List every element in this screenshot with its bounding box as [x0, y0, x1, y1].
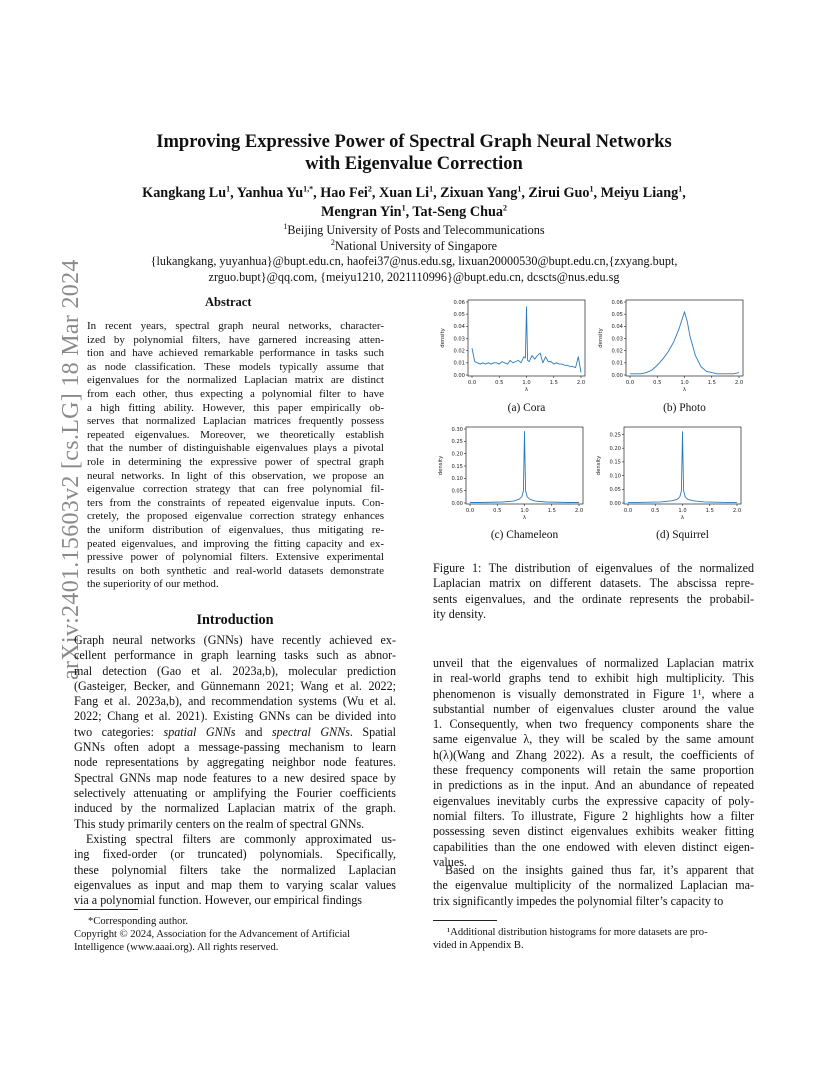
author-affiliation-mark: 1 — [429, 184, 434, 194]
chart-panel — [440, 300, 585, 414]
y-tick-label: 0.02 — [611, 348, 623, 355]
abstract-line: tion and have achieved remarkable performance in tasks such — [87, 347, 384, 360]
y-axis-label: density — [598, 328, 604, 348]
x-tick-label: 1.0 — [522, 380, 531, 386]
affiliation-1: $^1$Beijing University of Posts and Telecommunications — [283, 221, 545, 237]
text-line: in real-world graphs tend to exhibit high multiplicity. This — [433, 671, 754, 686]
figure-1-caption — [433, 561, 754, 622]
abstract-line: the uniform distribution of eigenvalues, thus mitigating re- — [87, 523, 384, 536]
y-axis-label: density — [440, 328, 446, 348]
author-name: , Hao Fei — [313, 185, 368, 201]
text-line: nomial filters. To illustrate, Figure 2 highlights how a filter — [433, 808, 754, 823]
x-tick-label: 1.0 — [520, 508, 529, 514]
abstract-line: cretely, the proposed eigenvalue correction strategy enhances — [87, 510, 384, 523]
abstract-line: neural networks. In light of this observation, we propose an — [87, 469, 384, 482]
author-name: , Meiyu Liang — [593, 185, 679, 201]
text-line: eigenvalues inevitably curbs the expressive capacity of poly- — [433, 793, 754, 808]
abstract-line: that the number of distinguishable eigenvalues plays a pivotal — [87, 442, 384, 455]
introduction-heading: Introduction — [196, 612, 274, 628]
y-tick-label: 0.00 — [451, 500, 463, 507]
author-affiliation-mark: 1 — [226, 184, 231, 194]
text-line: Existing spectral filters are commonly approximated us- — [86, 832, 396, 846]
abstract-line: serves that normalized Laplacian matrices frequently possess — [87, 415, 384, 428]
footnote-1: ¹Additional distribution histograms for more datasets are pro- vided in Appendix B. — [433, 927, 708, 951]
chart-panel — [596, 427, 741, 541]
text-line: these polynomial filters take the normalized Laplacian — [74, 862, 396, 877]
y-tick-label: 0.25 — [609, 432, 621, 439]
y-tick-label: 0.03 — [453, 336, 465, 343]
text-line: selectively attenuating or amplifying the Fourier coefficients — [74, 785, 396, 800]
author-name: , Yanhua Yu — [230, 185, 304, 201]
footnote-rule-col2 — [433, 920, 497, 921]
x-tick-label: 0.5 — [653, 380, 662, 386]
x-tick-label: 2.0 — [576, 380, 586, 386]
text-line: Based on the insights gained thus far, it’s apparent that — [445, 863, 754, 877]
x-tick-label: 0.5 — [495, 380, 504, 386]
x-tick-label: 2.0 — [734, 380, 744, 386]
author-name: , Xuan Li — [371, 185, 430, 201]
density-series-line — [630, 312, 739, 374]
abstract-line: a high fitting ability. However, this paper empirically ob- — [87, 401, 384, 414]
author-affiliation-mark: 1,* — [303, 184, 314, 194]
author-list — [80, 184, 748, 222]
x-tick-label: 0.0 — [625, 380, 635, 386]
text-line: unveil that the eigenvalues of normalized Laplacian matrix — [433, 656, 754, 670]
affiliation-2: $^2$National University of Singapore — [330, 237, 498, 253]
x-tick-label: 0.0 — [467, 380, 477, 386]
abstract-line: ized by polynomial filters, have garnered increasing atten- — [87, 333, 384, 346]
x-tick-label: 1.5 — [549, 380, 558, 386]
text-line: mal detection (Gao et al. 2023a,b), molecular prediction — [74, 663, 396, 678]
x-tick-label: 0.5 — [493, 508, 502, 514]
abstract-body — [87, 320, 384, 592]
author-name: Kangkang Lu — [142, 185, 227, 201]
abstract-line: from each other, thus expecting a polynomial filter to have — [87, 387, 384, 400]
density-series-line — [472, 307, 581, 373]
text-line: h(λ)(Wang and Zhang 2022). As a result, the coefficients of — [433, 747, 754, 762]
panel-caption: (d) Squirrel — [656, 529, 709, 541]
panel-caption: (c) Chameleon — [490, 529, 559, 541]
caption-line: sents eigenvalues, and the ordinate represents the probabil- — [433, 591, 754, 606]
author-affiliation-mark: 1 — [589, 184, 594, 194]
y-tick-label: 0.20 — [609, 445, 621, 452]
x-axis-label: λ — [680, 515, 685, 521]
abstract-line: the superiority of our method. — [87, 578, 219, 591]
y-tick-label: 0.05 — [609, 487, 621, 494]
author-affiliation-mark: 2 — [367, 184, 372, 194]
abstract-line: repeated eigenvalues. Moreover, we theoretically establish — [87, 428, 384, 441]
panel-caption: (b) Photo — [663, 402, 706, 414]
text-line: the eigenvalue multiplicity of the normalized Laplacian ma- — [433, 878, 754, 893]
text-line: phenomenon is visually demonstrated in Figure 1¹, where a — [433, 686, 754, 701]
text-line: ing fixed-order (or truncated) polynomials. Specifically, — [74, 847, 396, 862]
author-affiliation-mark: 2 — [502, 203, 507, 213]
x-axis-label: λ — [682, 387, 687, 393]
author-affiliation-mark: 1 — [401, 203, 406, 213]
text-line: eigenvalues as input and map them to varying scalar values — [74, 877, 396, 892]
y-tick-label: 0.06 — [611, 299, 623, 306]
y-tick-label: 0.05 — [451, 488, 463, 495]
y-tick-label: 0.03 — [611, 336, 623, 343]
y-tick-label: 0.00 — [611, 372, 623, 379]
copyright-notice: Copyright © 2024, Association for the Advancement of Artificial Intelligence (www.aaai.org). All rights reserved. — [74, 929, 351, 953]
text-line: via a polynomial function. However, our empirical findings — [74, 893, 363, 908]
author-affiliation-mark: 1 — [678, 184, 683, 194]
y-tick-label: 0.15 — [609, 459, 621, 466]
text-line: (Gasteiger, Becker, and Günnemann 2021; Wang et al. 2022; — [74, 678, 396, 693]
y-axis-label: density — [596, 455, 602, 476]
y-tick-label: 0.10 — [609, 473, 621, 480]
y-tick-label: 0.02 — [453, 348, 465, 355]
author-name: , Zirui Guo — [521, 185, 590, 201]
text-line: Graph neural networks (GNNs) have recently achieved ex- — [74, 633, 396, 647]
y-tick-label: 0.00 — [453, 372, 465, 379]
x-tick-label: 0.0 — [623, 508, 633, 514]
x-axis-label: λ — [522, 515, 527, 521]
y-tick-label: 0.05 — [611, 311, 623, 318]
arxiv-watermark: arXiv:2401.15603v2 [cs.LG] 18 Mar 2024 — [58, 259, 84, 680]
y-tick-label: 0.01 — [453, 360, 465, 367]
text-line: induced by the normalized Laplacian matrix of the graph. — [74, 801, 396, 816]
text-line: values. — [433, 854, 467, 869]
author-affiliation-mark: 1 — [517, 184, 522, 194]
text-line: cellent performance in graph learning tasks such as abnor- — [74, 648, 396, 663]
abstract-line: peated eigenvalues, and improving the fitting capacity and ex- — [87, 537, 384, 550]
density-series-line — [628, 432, 737, 503]
y-tick-label: 0.06 — [453, 299, 465, 306]
caption-line: Figure 1: The distribution of eigenvalues of the normalized — [433, 561, 754, 575]
y-tick-label: 0.00 — [609, 500, 621, 507]
x-axis-label: λ — [524, 387, 529, 393]
text-line: 2022; Chang et al. 2021). Existing GNNs can be divided into — [74, 709, 396, 724]
text-line: 1. Consequently, when two frequency components share the — [433, 717, 754, 732]
y-tick-label: 0.30 — [451, 426, 463, 433]
abstract-line: results on both synthetic and real-world datasets demonstrate — [87, 564, 384, 577]
text-line: substantial number of eigenvalues cluster around the value — [433, 701, 754, 716]
y-tick-label: 0.04 — [453, 324, 465, 331]
intro-paragraph-2 — [74, 832, 396, 908]
x-tick-label: 1.5 — [707, 380, 716, 386]
x-tick-label: 2.0 — [574, 508, 584, 514]
intro-paragraph-1 — [74, 633, 396, 832]
affiliations — [80, 223, 748, 285]
chart-panel — [598, 300, 743, 414]
x-tick-label: 1.5 — [547, 508, 556, 514]
chart-panel — [438, 427, 583, 541]
text-line: capabilities than the one endowed with eleven distinct eigen- — [433, 839, 754, 854]
x-tick-label: 0.0 — [465, 508, 475, 514]
abstract-line: In recent years, spectral graph neural networks, character- — [87, 320, 384, 332]
text-line: node representations by aggregating neighbor node features. — [74, 755, 396, 770]
y-tick-label: 0.05 — [453, 311, 465, 318]
caption-line: ity density. — [433, 606, 486, 621]
body-paragraph-col2-2 — [433, 863, 754, 909]
text-line: in predictions as in the input. And an abundance of repeated — [433, 778, 754, 793]
author-name: , — [682, 185, 686, 201]
x-tick-label: 1.0 — [680, 380, 689, 386]
abstract-line: pressive power of polynomial filters. Extensive experimental — [87, 551, 384, 564]
text-line: Spectral GNNs map node features to a new desired space by — [74, 770, 396, 785]
y-axis-label: density — [438, 455, 444, 476]
abstract-line: eigenvalues for the normalized Laplacian matrix are distinct — [87, 374, 384, 387]
density-series-line — [470, 431, 579, 502]
text-line: same eigenvalue λ, they will be scaled by the same amount — [433, 732, 754, 747]
abstract-heading: Abstract — [205, 295, 252, 309]
text-line: possessing seven distinct eigenvalues exhibits weaker fitting — [433, 824, 754, 839]
corresponding-author-note: *Corresponding author. — [88, 916, 189, 927]
abstract-line: as node classification. These models typically assume that — [87, 360, 384, 373]
emails-line-1: {lukangkang, yuyanhua}@bupt.edu.cn, haofei37@nus.edu.sg, lixuan20000530@bupt.edu.cn,{zxyang.bupt, — [150, 254, 678, 268]
y-tick-label: 0.20 — [451, 451, 463, 458]
text-line: these frequency components will retain the same proportion — [433, 763, 754, 778]
y-tick-label: 0.25 — [451, 439, 463, 446]
figure-1-panels — [438, 300, 743, 541]
y-tick-label: 0.04 — [611, 324, 623, 331]
text-line: Fang et al. 2023a,b), and recommendation systems (Wu et al. — [74, 694, 396, 709]
paper-title: Improving Expressive Power of Spectral Graph Neural Networks with Eigenvalue Correction — [156, 132, 672, 174]
emails-line-2: zrguo.bupt}@qq.com, {meiyu1210, 2021110996}@bupt.edu.cn, dcscts@nus.edu.sg — [208, 269, 620, 284]
abstract-line: role in determining the expressive power of spectral graph — [87, 455, 384, 468]
abstract-line: eigenvalue correction strategy that can free polynomial fil- — [87, 483, 384, 496]
caption-line: Laplacian matrix on different datasets. The abscissa repre- — [433, 576, 754, 591]
x-tick-label: 2.0 — [732, 508, 742, 514]
text-line: This study primarily centers on the realm of spectral GNNs. — [74, 816, 365, 831]
panel-caption: (a) Cora — [507, 402, 546, 414]
x-tick-label: 0.5 — [651, 508, 660, 514]
footnote-rule — [74, 909, 138, 910]
body-paragraph-col2-1 — [433, 656, 754, 870]
x-tick-label: 1.5 — [705, 508, 714, 514]
text-line: GNNs often adopt a message-passing mechanism to learn — [74, 740, 396, 755]
author-name: , Tat-Seng Chua — [405, 204, 503, 220]
y-tick-label: 0.01 — [611, 360, 623, 367]
x-tick-label: 1.0 — [678, 508, 687, 514]
y-tick-label: 0.10 — [451, 476, 463, 483]
figure-1 — [420, 290, 765, 550]
text-line: two categories: spatial GNNs and spectral GNNs. Spatial — [74, 724, 396, 739]
text-line: trix significantly impedes the polynomial filter’s capacity to — [433, 893, 724, 908]
author-name: , Zixuan Yang — [433, 185, 518, 201]
y-tick-label: 0.15 — [451, 463, 463, 470]
author-name: Mengran Yin — [321, 204, 402, 220]
abstract-line: ters from the constraints of repeated eigenvalue inputs. Con- — [87, 496, 384, 509]
